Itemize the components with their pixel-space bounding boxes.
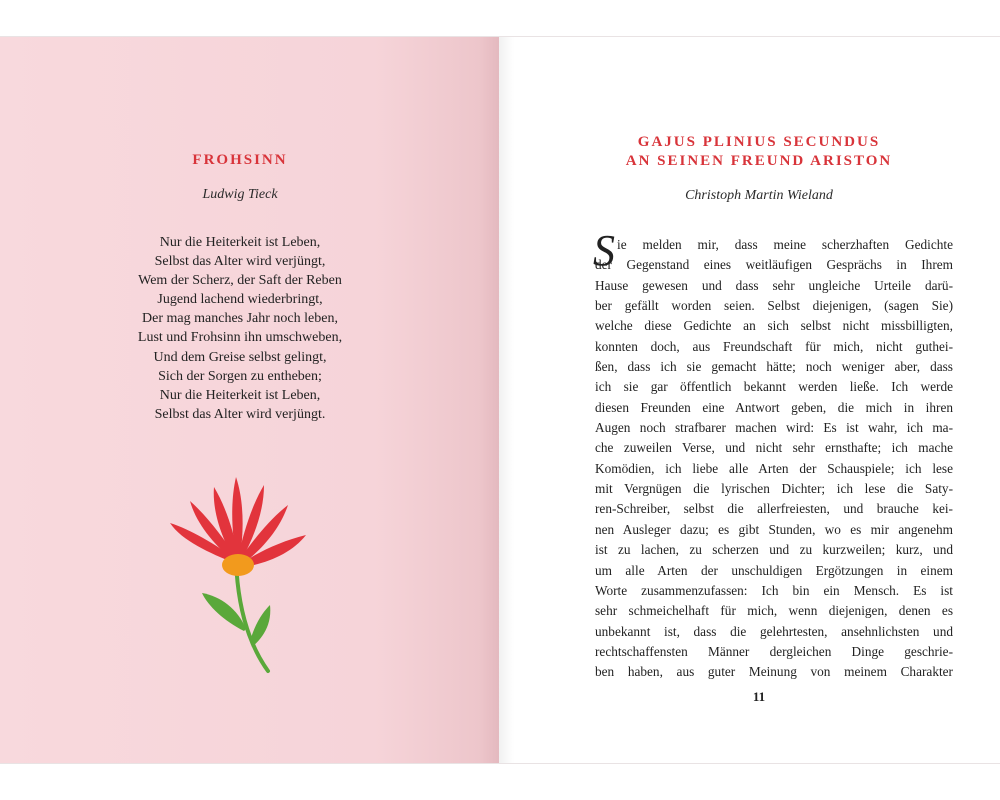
prose-line: che zuweilen Verse, und nicht sehr ernsthafte; ich mache <box>595 440 953 456</box>
poem-line: Jugend lachend wiederbringt, <box>157 292 323 308</box>
prose-line: welche diese Gedichte an sich selbst nicht missbilligten, <box>595 318 953 334</box>
drop-cap: S <box>593 226 615 275</box>
red-flower-illustration <box>160 471 320 681</box>
poem-text <box>0 233 480 424</box>
left-page <box>0 37 499 763</box>
prose-line: nen Ausleger dazu; es gibt Stunden, wo es mir angenehm <box>595 521 953 537</box>
prose-line: Hause gewesen und dass sehr ungleiche Urteile darü- <box>595 277 953 293</box>
book-spread <box>0 36 1000 764</box>
right-page <box>499 37 1000 763</box>
page-number: 11 <box>752 689 766 704</box>
poem-line: Selbst das Alter wird verjüngt. <box>154 406 326 422</box>
poem-line: Wem der Scherz, der Saft der Reben <box>138 273 342 289</box>
prose-line: diesen Freunden eine Antwort geben, die mich in ihren <box>595 399 953 415</box>
prose-line: sehr schmeichelhaft für mich, wenn diejenigen, denen es <box>595 603 953 619</box>
prose-line: ben haben, aus guter Meinung von meinem Charakter <box>595 664 953 680</box>
chapter-title <box>499 133 1000 171</box>
chapter-title-line: AN SEINEN FREUND ARISTON <box>625 153 893 169</box>
poem-line: Sich der Sorgen zu entheben; <box>158 368 322 384</box>
prose-line: rechtschaffensten Männer dergleichen Dinge geschrie- <box>595 643 953 659</box>
poem-title: FROHSINN <box>192 152 288 168</box>
prose-line: ist zu lachen, zu scherzen und zu kurzweilen; kurz, und <box>595 542 953 558</box>
poem-line: Nur die Heiterkeit ist Leben, <box>159 235 321 250</box>
prose-line: ie melden mir, dass meine scherzhaften Gedichte <box>617 237 953 252</box>
prose-line: ber gefällt worden seien. Selbst diejenigen, (sagen Sie) <box>595 298 953 314</box>
prose-line: Augen noch strafbarer machen wird: Es ist wahr, ich ma- <box>595 420 953 436</box>
prose-line: konnten doch, aus Freundschaft für mich, nicht guthei- <box>595 338 953 354</box>
chapter-author: Christoph Martin Wieland <box>685 188 833 203</box>
chapter-title-line: GAJUS PLINIUS SECUNDUS <box>637 134 881 150</box>
poem-line: Nur die Heiterkeit ist Leben, <box>159 387 321 403</box>
prose-line: um alle Arten der unschuldigen Ergötzungen in einem <box>595 562 953 578</box>
prose-line: mit Vergnügen die lyrischen Dichter; ich lese die Saty- <box>595 481 953 497</box>
poem-line: Der mag manches Jahr noch leben, <box>142 311 338 327</box>
poem-line: Lust und Frohsinn ihn umschweben, <box>137 330 343 346</box>
prose-text <box>593 226 953 683</box>
prose-line: ren-Schreiber, selbst die allerfreiesten, und brauche kei- <box>595 501 953 517</box>
prose-line: ich sie gar öffentlich bekannt werden ließe. Ich werde <box>595 379 953 395</box>
poem-author: Ludwig Tieck <box>202 187 278 202</box>
prose-line: ßen, dass ich sie gemacht hätte; noch weniger aber, dass <box>595 359 953 375</box>
prose-line: Komödien, ich liebe alle Arten der Schauspiele; ich lese <box>595 460 953 476</box>
poem-line: Selbst das Alter wird verjüngt, <box>154 254 326 270</box>
prose-line: unbekannt ist, dass die gelehrtesten, ansehnlichsten und <box>595 623 953 639</box>
prose-line: der Gegenstand eines weitläufigen Gesprächs in Ihrem <box>595 257 953 273</box>
prose-line: Worte zusammenzufassen: Ich bin ein Mensch. Es ist <box>595 582 953 598</box>
poem-line: Und dem Greise selbst gelingt, <box>153 349 327 365</box>
